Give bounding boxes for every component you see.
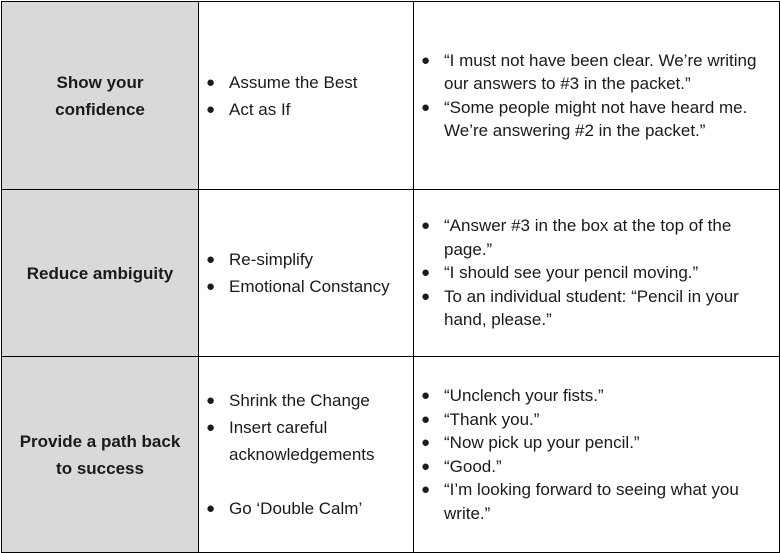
bullet-icon: ●: [421, 387, 431, 404]
category-cell: [2, 357, 199, 553]
category-cell: [2, 2, 199, 190]
list-item: ● “Unclench your fists.”: [414, 384, 779, 408]
list-item: ● Shrink the Change: [199, 387, 413, 414]
list-item: ● Insert careful acknowledgements: [199, 414, 413, 468]
table-row: [2, 357, 780, 553]
category-label: Provide a path back to success: [19, 431, 181, 478]
example-list: [414, 214, 779, 332]
bullet-icon: ●: [421, 98, 431, 116]
technique-list: [199, 387, 413, 522]
bullet-icon: ●: [421, 217, 431, 235]
bullet-icon: ●: [206, 100, 216, 118]
category-cell: [2, 190, 199, 357]
table-row: [2, 2, 780, 190]
list-item: ● Act as If: [199, 96, 413, 123]
list-item: ● “I must not have been clear. We’re writing our answers to #3 in the packet.”: [421, 50, 757, 93]
technique-cell: [199, 2, 414, 190]
table-row: [2, 190, 780, 357]
category-label: Reduce ambiguity: [26, 263, 174, 283]
list-item: ● “Now pick up your pencil.”: [414, 431, 779, 455]
bullet-icon: ●: [206, 500, 216, 517]
example-cell: [414, 2, 780, 190]
technique-cell: [199, 357, 414, 553]
example-list: [414, 49, 779, 143]
list-item: ● “I should see your pencil moving.”: [414, 261, 779, 285]
list-item: ● Re-simplify: [199, 246, 413, 273]
technique-list: [199, 246, 413, 300]
bullet-icon: ●: [421, 264, 431, 282]
example-cell: [414, 357, 780, 553]
bullet-icon: ●: [421, 410, 431, 428]
list-item: ● “Thank you.”: [414, 408, 779, 432]
list-item: ● To an individual student: “Pencil in your hand, please.”: [421, 286, 739, 330]
technique-cell: [199, 190, 414, 357]
bullet-icon: ●: [206, 251, 216, 268]
category-label: Show your confidence: [55, 72, 145, 119]
example-list: [414, 384, 779, 525]
bullet-icon: ●: [206, 73, 216, 91]
example-cell: [414, 190, 780, 357]
strategy-table: [1, 1, 780, 553]
list-item: ● “I’m looking forward to seeing what you write.”: [421, 480, 739, 523]
list-item: ● “Good.”: [414, 455, 779, 479]
bullet-icon: ●: [421, 481, 431, 498]
list-item: ● Go ‘Double Calm’: [199, 495, 413, 522]
bullet-icon: ●: [421, 287, 431, 305]
bullet-icon: ●: [206, 278, 216, 295]
bullet-icon: ●: [421, 457, 431, 475]
list-item: ● “Some people might not have heard me. We’re answering #2 in the packet.”: [421, 97, 748, 140]
list-item: ● Assume the Best: [199, 69, 413, 96]
bullet-icon: ●: [421, 51, 431, 69]
technique-list: [199, 69, 413, 123]
list-item: ● Emotional Constancy: [199, 273, 413, 300]
bullet-icon: ●: [206, 392, 216, 409]
bullet-icon: ●: [421, 434, 431, 451]
list-item: ● “Answer #3 in the box at the top of the page.”: [421, 216, 732, 259]
bullet-icon: ●: [206, 419, 216, 436]
